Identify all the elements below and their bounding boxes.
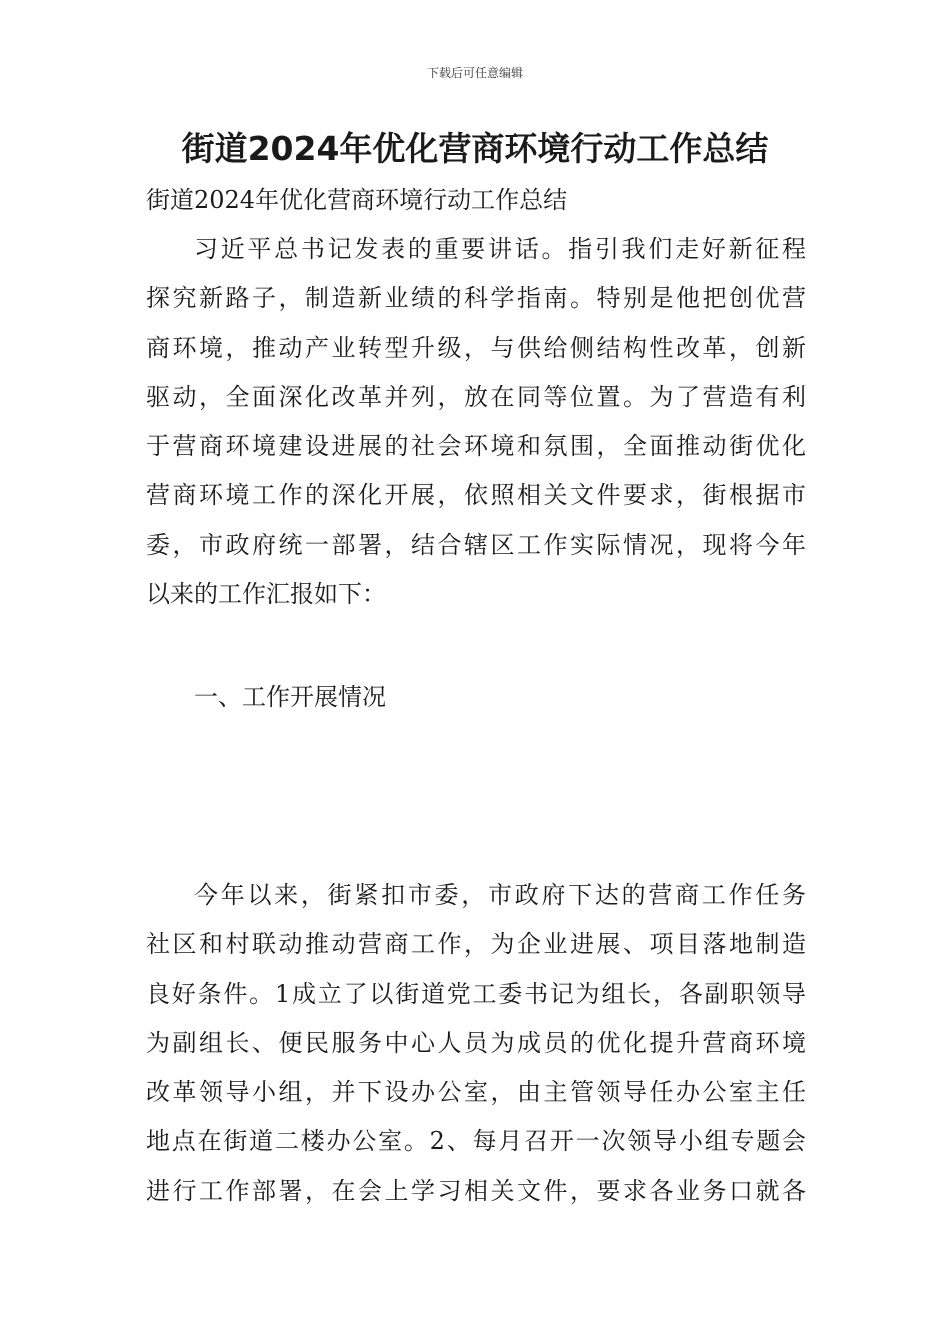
document-title: 街道2024年优化营商环境行动工作总结 bbox=[181, 129, 769, 168]
header-note: 下载后可任意编辑 bbox=[426, 66, 523, 80]
paragraph-line: 于营商环境建设进展的社会环境和氛围，全面推动街优化 bbox=[146, 432, 806, 461]
paragraph-line: 社区和村联动推动营商工作，为企业进展、项目落地制造 bbox=[146, 930, 806, 959]
document-subtitle: 街道2024年优化营商环境行动工作总结 bbox=[146, 186, 568, 214]
paragraph-line: 驱动，全面深化改革并列，放在同等位置。为了营造有利 bbox=[146, 382, 806, 411]
paragraph-line: 习近平总书记发表的重要讲话。指引我们走好新征程 bbox=[194, 235, 806, 263]
paragraph-line: 委，市政府统一部署，结合辖区工作实际情况，现将今年 bbox=[146, 530, 806, 559]
section-heading: 一、工作开展情况 bbox=[194, 683, 386, 711]
paragraph-line: 探究新路子，制造新业绩的科学指南。特别是他把创优营 bbox=[146, 284, 806, 313]
paragraph-line: 改革领导小组，并下设办公室，由主管领导任办公室主任 bbox=[146, 1078, 806, 1107]
intro-paragraph bbox=[146, 225, 806, 619]
paragraph-line: 地点在街道二楼办公室。2、每月召开一次领导小组专题会 bbox=[146, 1127, 806, 1156]
paragraph-line: 良好条件。1成立了以街道党工委书记为组长，各副职领导 bbox=[146, 979, 806, 1008]
paragraph-line: 商环境，推动产业转型升级，与供给侧结构性改革，创新 bbox=[146, 333, 806, 362]
paragraph-line: 进行工作部署，在会上学习相关文件，要求各业务口就各 bbox=[146, 1176, 806, 1205]
paragraph-line: 营商环境工作的深化开展，依照相关文件要求，街根据市 bbox=[146, 481, 806, 510]
paragraph-line: 今年以来，街紧扣市委，市政府下达的营商工作任务 bbox=[194, 881, 806, 909]
paragraph-line: 以来的工作汇报如下： bbox=[146, 580, 386, 609]
paragraph-line: 为副组长、便民服务中心人员为成员的优化提升营商环境 bbox=[146, 1028, 806, 1057]
body-paragraph bbox=[146, 871, 806, 1216]
